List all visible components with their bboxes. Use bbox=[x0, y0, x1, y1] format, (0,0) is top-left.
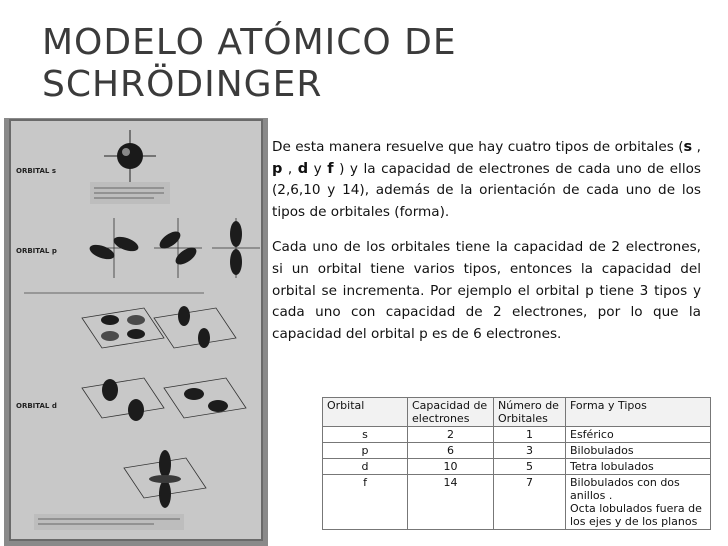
cell-orbital: p bbox=[323, 443, 408, 459]
cell-count: 3 bbox=[494, 443, 566, 459]
cell-shape: Bilobulados bbox=[566, 443, 711, 459]
paragraph-2: Cada uno de los orbitales tiene la capacidad de 2 electrones, si un orbital tiene varios tipos, entonces la capacidad del orbital se incrementa. Por ejemplo el orbital p tiene 3 tipos y cada uno con capacidad de 2 electrones, por lo que la capacidad del orbital p es de 6 electrones. bbox=[272, 239, 701, 342]
cell-capacity: 14 bbox=[408, 475, 494, 530]
orbital-diagram-illustration bbox=[4, 118, 268, 546]
header-count: Número de Orbitales bbox=[494, 398, 566, 427]
paragraph-1-end: ) y la capacidad de electrones de cada uno de ellos (2,6,10 y 14), además de la orientación de cada uno de los tipos de orbitales (forma). bbox=[272, 160, 702, 220]
body-text bbox=[272, 137, 701, 359]
shape-f-line1: Bilobulados con dos anillos . bbox=[570, 476, 680, 502]
cell-shape: Esférico bbox=[566, 427, 711, 443]
table-row bbox=[323, 459, 711, 475]
cell-orbital: d bbox=[323, 459, 408, 475]
cell-capacity: 10 bbox=[408, 459, 494, 475]
paragraph-1 bbox=[272, 137, 701, 223]
orbital-table bbox=[322, 397, 711, 530]
cell-count: 1 bbox=[494, 427, 566, 443]
cell-capacity: 6 bbox=[408, 443, 494, 459]
cell-orbital: f bbox=[323, 475, 408, 530]
header-orbital: Orbital bbox=[323, 398, 408, 427]
separator: y bbox=[308, 160, 328, 177]
table-row bbox=[323, 427, 711, 443]
orbital-p-glyph: p bbox=[272, 160, 283, 177]
shape-f-line2: Octa lobulados fuera de los ejes y de los planos bbox=[570, 502, 702, 528]
paragraph-1-start: De esta manera resuelve que hay cuatro tipos de orbitales ( bbox=[272, 139, 684, 155]
table-row bbox=[323, 475, 711, 530]
orbital-diagram-photo bbox=[4, 118, 268, 546]
table-row bbox=[323, 443, 711, 459]
cell-count: 5 bbox=[494, 459, 566, 475]
header-shape: Forma y Tipos bbox=[566, 398, 711, 427]
cell-shape bbox=[566, 475, 711, 530]
title-line-2: SCHRÖDINGER bbox=[42, 64, 323, 105]
header-capacity: Capacidad de electrones bbox=[408, 398, 494, 427]
title-line-1: MODELO ATÓMICO DE bbox=[42, 22, 457, 63]
label-orbital-p: ORBITAL p bbox=[16, 247, 57, 255]
label-orbital-s: ORBITAL s bbox=[16, 167, 56, 175]
cell-orbital: s bbox=[323, 427, 408, 443]
separator: , bbox=[282, 160, 298, 177]
cell-shape: Tetra lobulados bbox=[566, 459, 711, 475]
orbital-f-glyph: f bbox=[327, 160, 334, 177]
cell-count: 7 bbox=[494, 475, 566, 530]
orbital-d-glyph: d bbox=[297, 160, 309, 177]
label-orbital-d: ORBITAL d bbox=[16, 402, 57, 410]
table-header-row bbox=[323, 398, 711, 427]
orbital-s-glyph: s bbox=[683, 139, 693, 155]
separator: , bbox=[692, 139, 701, 155]
slide-title bbox=[42, 22, 682, 106]
cell-capacity: 2 bbox=[408, 427, 494, 443]
